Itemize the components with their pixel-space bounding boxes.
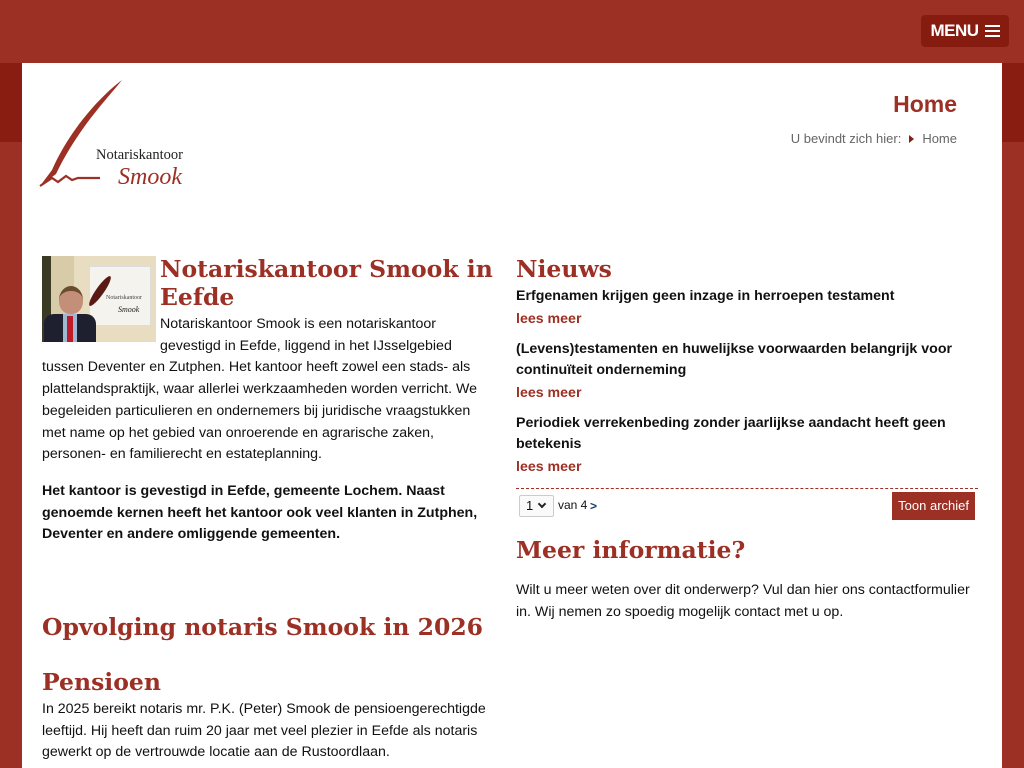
show-archive-button[interactable]: Toon archief xyxy=(892,492,975,520)
breadcrumb-home-link[interactable]: Home xyxy=(922,131,957,146)
read-more-link[interactable]: lees meer xyxy=(516,310,582,327)
pension-title: Pensioen xyxy=(42,668,161,697)
page-title: Home xyxy=(893,91,957,117)
intro-title: Notariskantoor Smook in Eefde xyxy=(160,255,493,311)
page-select-value: 1 xyxy=(526,498,534,513)
logo-line-2: Smook xyxy=(118,164,182,190)
hamburger-icon xyxy=(985,25,1000,37)
news-item xyxy=(516,413,978,478)
photo-sign-line-2: Smook xyxy=(118,305,140,314)
more-info-title: Meer informatie? xyxy=(516,535,746,564)
news-item-title: (Levens)testamenten en huwelijkse voorwaarden belangrijk voor continuïteit onderneming xyxy=(516,340,953,378)
menu-button[interactable] xyxy=(921,15,1009,47)
news-item xyxy=(516,286,978,330)
more-info-text: Wilt u meer weten over dit onderwerp? Vul dan hier ons contactformulier in. Wij nemen zo spoedig mogelijk contact met u op. xyxy=(516,581,970,620)
logo[interactable] xyxy=(38,78,198,190)
intro-paragraph: Notariskantoor Smook is een notariskantoor gevestigd in Eefde, liggend in het IJsselgebied tussen Deventer en Zutphen. Het kantoor heeft zowel een stads- als plattelandspraktijk, waar allerlei werkzaamheden worden verricht. We begeleiden particulieren en ondernemers bij juridische vraagstukken met name op het gebied van onroerende en agrarische zaken, personen- en familierecht en estateplanning. xyxy=(42,316,478,463)
news-pager xyxy=(516,488,978,524)
succession-title: Opvolging notaris Smook in 2026 xyxy=(42,613,484,642)
read-more-link[interactable]: lees meer xyxy=(516,458,582,475)
read-more-link[interactable]: lees meer xyxy=(516,384,582,401)
page-select[interactable] xyxy=(519,495,554,517)
sidebar-column xyxy=(516,255,978,623)
news-title: Nieuws xyxy=(516,255,612,283)
chevron-down-icon xyxy=(538,500,546,508)
notary-photo xyxy=(42,256,156,342)
page-container xyxy=(22,63,1002,768)
photo-sign xyxy=(89,266,151,326)
photo-sign-line-1: Notariskantoor xyxy=(106,295,142,301)
breadcrumb xyxy=(791,131,957,146)
page-count: van 4 xyxy=(558,497,588,512)
menu-label: MENU xyxy=(930,21,979,40)
news-item-title: Periodiek verrekenbeding zonder jaarlijkse aandacht heeft geen betekenis xyxy=(516,414,946,452)
location-paragraph: Het kantoor is gevestigd in Eefde, gemeente Lochem. Naast genoemde kernen heeft het kantoor ook veel klanten in Zutphen, Deventer en andere omliggende gemeenten. xyxy=(42,482,478,543)
main-column xyxy=(42,255,494,764)
pension-paragraph: In 2025 bereikt notaris mr. P.K. (Peter) Smook de pensioengerechtigde leeftijd. Hij heeft dan ruim 20 jaar met veel plezier in Eefde als notaris gewerkt op de vertrouwde locatie aan de Rustoordlaan. xyxy=(42,701,486,761)
breadcrumb-prefix: U bevindt zich hier: xyxy=(790,131,902,146)
logo-line-1: Notariskantoor xyxy=(96,147,183,163)
next-page-icon[interactable]: > xyxy=(590,498,598,513)
news-item-title: Erfgenamen krijgen geen inzage in herroepen testament xyxy=(516,288,895,304)
breadcrumb-arrow-icon xyxy=(909,135,914,143)
news-item xyxy=(516,339,978,404)
top-bar xyxy=(0,0,1024,63)
